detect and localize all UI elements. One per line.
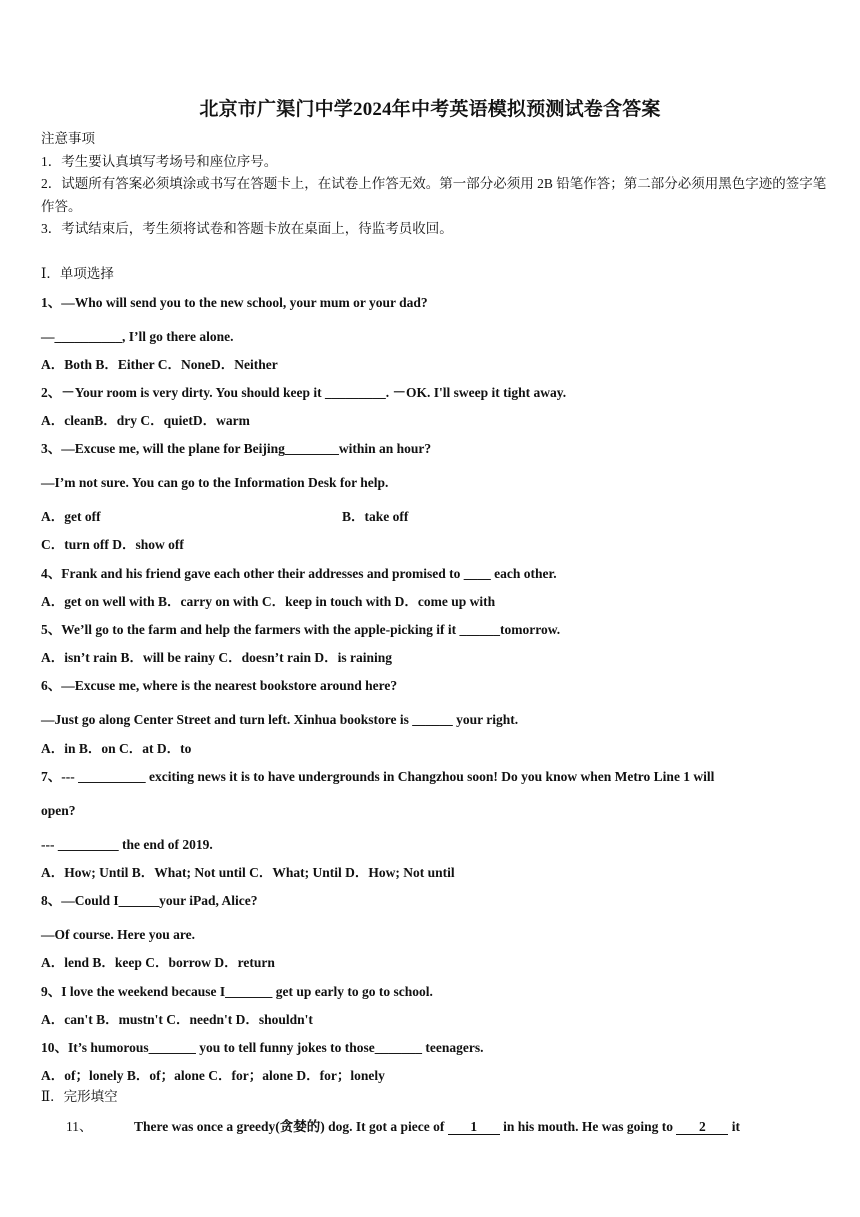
q7-stem-continued: open? bbox=[41, 803, 76, 818]
q5-options: A．isn’t rain B．will be rainy C．doesn’t rain D．is raining bbox=[41, 650, 393, 665]
notes-item-2: 2．试题所有答案必须填涂或书写在答题卡上，在试卷上作答无效。第一部分必须用 2B 铅笔作答；第二部分必须用黑色字迹的签字笔作答。 bbox=[41, 176, 827, 214]
q3-options-cd: C．turn off D．show off bbox=[41, 537, 184, 552]
q11-text-b: in his mouth. He was going to bbox=[499, 1119, 677, 1134]
q6-stem2: —Just go along Center Street and turn left. Xinhua bookstore is ______ your right. bbox=[41, 712, 519, 727]
q7-options: A．How; Until B．What; Not until C．What; Until D．How; Not until bbox=[41, 865, 455, 880]
q1-stem2: —__________, I’ll go there alone. bbox=[41, 329, 234, 344]
q3-option-b: B．take off bbox=[342, 509, 409, 524]
q4-stem: 4、Frank and his friend gave each other their addresses and promised to ____ each other. bbox=[41, 566, 557, 581]
section-heading-single-choice: Ⅰ．单项选择 bbox=[41, 266, 114, 281]
q8-options: A．lend B．keep C．borrow D．return bbox=[41, 955, 275, 970]
q2-options: A．cleanB．dry C．quietD．warm bbox=[41, 413, 250, 428]
q6-options: A．in B．on C．at D．to bbox=[41, 741, 192, 756]
q3-option-a: A．get off bbox=[41, 509, 101, 524]
q11-blank-1-number: 1 bbox=[470, 1119, 478, 1134]
q7-stem: 7、--- __________ exciting news it is to have undergrounds in Changzhou soon! Do you know when Metro Line 1 will bbox=[41, 769, 715, 784]
q9-stem: 9、I love the weekend because I_______ get up early to go to school. bbox=[41, 984, 433, 999]
q11-line bbox=[66, 1118, 740, 1136]
q5-stem: 5、We’ll go to the farm and help the farmers with the apple-picking if it ______tomorrow. bbox=[41, 622, 561, 637]
q11-blank-2-number: 2 bbox=[699, 1119, 706, 1134]
q10-stem: 10、It’s humorous_______ you to tell funny jokes to those_______ teenagers. bbox=[41, 1040, 484, 1055]
q11-blank-1 bbox=[448, 1119, 500, 1135]
section-heading-cloze: Ⅱ．完形填空 bbox=[41, 1089, 118, 1104]
notes-item-3: 3．考试结束后，考生须将试卷和答题卡放在桌面上，待监考员收回。 bbox=[41, 221, 453, 236]
q11-text-a: There was once a greedy(贪婪的) dog. It got a piece of bbox=[134, 1119, 448, 1134]
q11-number: 11、 bbox=[66, 1119, 93, 1134]
q9-options: A．can't B．mustn't C．needn't D．shouldn't bbox=[41, 1012, 313, 1027]
q2-stem: 2、－Your room is very dirty. You should keep it _________. －OK. I'll sweep it tight away. bbox=[41, 385, 567, 400]
notes-heading: 注意事项 bbox=[41, 131, 95, 146]
q3-stem: 3、—Excuse me, will the plane for Beijing________within an hour? bbox=[41, 441, 432, 456]
q4-options: A．get on well with B．carry on with C．keep in touch with D．come up with bbox=[41, 594, 496, 609]
q1-stem: 1、—Who will send you to the new school, your mum or your dad? bbox=[41, 295, 428, 310]
notes-section bbox=[41, 128, 831, 241]
q7-stem2: --- _________ the end of 2019. bbox=[41, 837, 213, 852]
q11-blank-2 bbox=[676, 1119, 728, 1135]
q3-stem2: —I’m not sure. You can go to the Information Desk for help. bbox=[41, 475, 389, 490]
q10-options: A．of；lonely B．of；alone C．for；alone D．for；lonely bbox=[41, 1068, 385, 1083]
q1-options: A．Both B．Either C．NoneD．Neither bbox=[41, 357, 278, 372]
q8-stem2: —Of course. Here you are. bbox=[41, 927, 195, 942]
q6-stem: 6、—Excuse me, where is the nearest bookstore around here? bbox=[41, 678, 398, 693]
notes-item-1: 1．考生要认真填写考场号和座位序号。 bbox=[41, 153, 278, 169]
page-title: 北京市广渠门中学2024年中考英语模拟预测试卷含答案 bbox=[199, 99, 661, 120]
q8-stem: 8、—Could I______your iPad, Alice? bbox=[41, 893, 258, 908]
q11-text-c: it bbox=[728, 1119, 740, 1134]
